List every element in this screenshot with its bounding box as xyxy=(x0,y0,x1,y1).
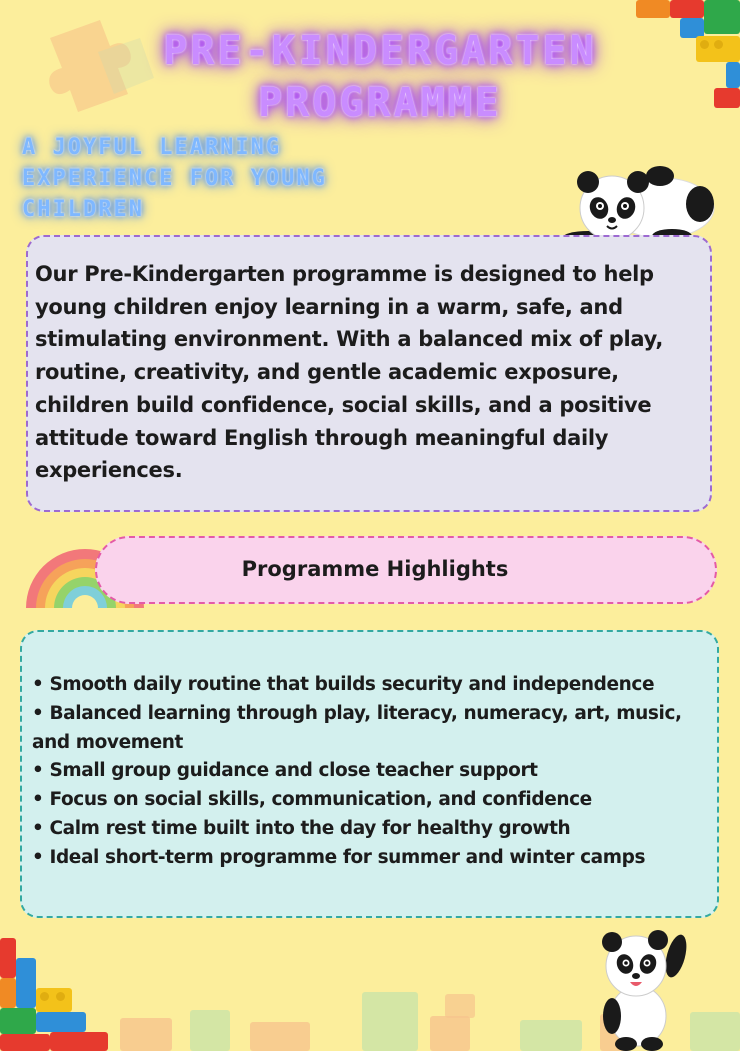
highlight-item: • Focus on social skills, communication, and confidence xyxy=(32,789,592,811)
subtitle-line-1: A JOYFUL LEARNING xyxy=(22,135,282,160)
highlight-item: • Calm rest time built into the day for healthy growth xyxy=(32,817,571,839)
highlights-list xyxy=(32,671,716,873)
highlights-heading: Programme Highlights xyxy=(241,557,509,581)
intro-paragraph: Our Pre-Kindergarten programme is designed to help young children enjoy learning in a warm, safe, and stimulating environment. With a balanced mix of play, routine, creativity, and gentle academic exposure, children build confidence, social skills, and a positive attitude toward English through meaningful daily experiences. xyxy=(35,262,664,483)
panda-waving-icon xyxy=(592,924,688,1051)
toy-blocks-bottom-left xyxy=(0,938,110,1051)
subtitle-line-2: EXPERIENCE FOR YOUNG xyxy=(22,166,327,191)
title-line-2: PROGRAMME xyxy=(258,80,502,126)
title-line-1: PRE-KINDERGARTEN xyxy=(163,28,597,74)
highlight-item: • Smooth daily routine that builds security and independence xyxy=(32,674,655,695)
panda-lying-icon xyxy=(552,160,720,246)
highlight-item: • Ideal short-term programme for summer and winter camps xyxy=(32,846,646,868)
highlight-item: • Small group guidance and close teacher support xyxy=(32,760,538,782)
subtitle-line-3: CHILDREN xyxy=(22,197,144,222)
highlight-item: • Balanced learning through play, literacy, numeracy, art, music, and movement xyxy=(32,702,682,753)
